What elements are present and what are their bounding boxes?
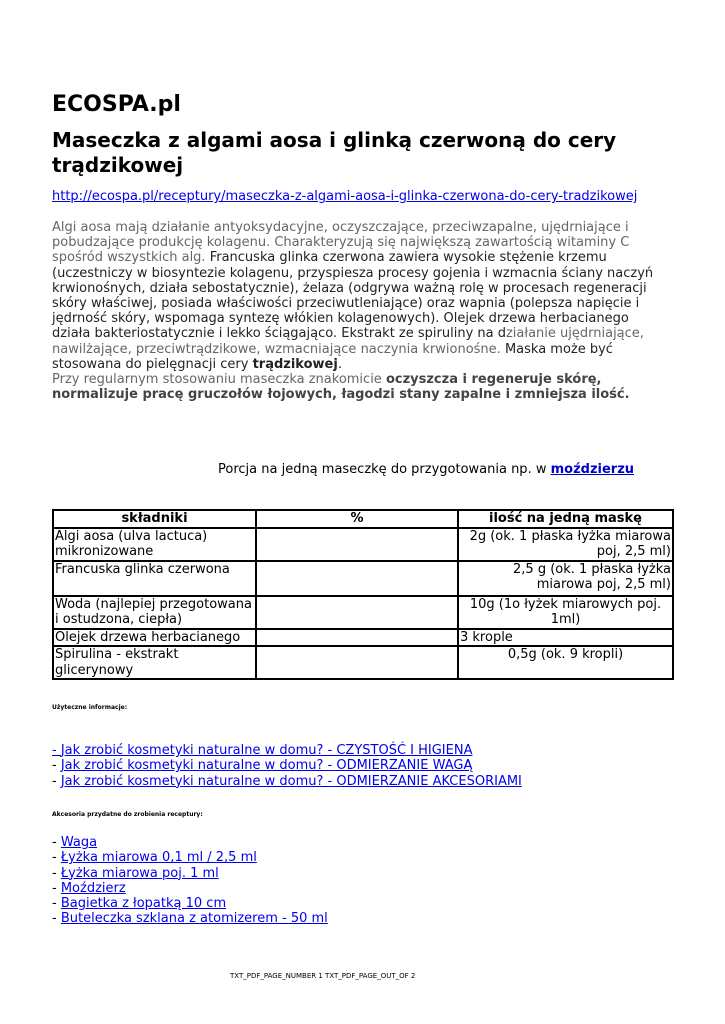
- accessory-link-spoon-0-1[interactable]: Łyżka miarowa 0,1 ml / 2,5 ml: [60, 850, 257, 866]
- page-footer: TXT_PDF_PAGE_NUMBER 1 TXT_PDF_PAGE_OUT_OF 2: [230, 972, 416, 980]
- table-row: [53, 646, 673, 679]
- intro-part-1: Algi aosa mają działanie antyoksydacyjne, oczyszczające, przeciwzapalne, ujędrniające i pobudzające produkcję kolagenu. Charakteryzują się największą zawartością witaminy C spośród wszystkich alg.: [52, 220, 630, 266]
- source-url-link[interactable]: http://ecospa.pl/receptury/maseczka-z-algami-aosa-i-glinka-czerwona-do-cery-tradzikowej: [52, 189, 638, 204]
- link-prefix: -: [52, 850, 61, 866]
- ingredient-percent: [256, 596, 458, 629]
- benefits-bold: oczyszcza i regeneruje skórę, normalizuje pracę gruczołów łojowych, łagodzi stany zapalne i zmniejsza ilość.: [52, 372, 630, 403]
- useful-link-accessories[interactable]: Jak zrobić kosmetyki naturalne w domu? - ODMIERZANIE AKCESORIAMI: [60, 773, 522, 789]
- header-amount: ilość na jedną maskę: [458, 510, 673, 528]
- table-row: [53, 596, 673, 629]
- table-row: [53, 629, 673, 647]
- header-percent: %: [256, 510, 458, 528]
- useful-link-hygiene[interactable]: [52, 743, 472, 758]
- useful-info-heading: Użyteczne informacje:: [52, 704, 128, 711]
- accessory-link-mortar[interactable]: Moździerz: [60, 880, 126, 896]
- accessory-link-stirrer[interactable]: Bagietka z łopatką 10 cm: [60, 896, 227, 912]
- site-title: ECOSPA.pl: [52, 92, 181, 117]
- table-row: [53, 528, 673, 561]
- ingredient-name: Algi aosa (ulva lactuca) mikronizowane: [53, 528, 256, 561]
- mortar-link[interactable]: moździerzu: [550, 462, 635, 477]
- benefits-lead: Przy regularnym stosowaniu maseczka znakomicie: [52, 372, 386, 387]
- link-prefix: -: [52, 896, 61, 912]
- accessory-link-spoon-1[interactable]: Łyżka miarowa poj. 1 ml: [60, 865, 219, 881]
- ingredient-amount: 2g (ok. 1 płaska łyżka miarowa poj, 2,5 ml): [458, 528, 673, 561]
- benefits-paragraph: [52, 372, 664, 402]
- list-item: [52, 850, 328, 865]
- portion-text: Porcja na jedną maseczkę do przygotowania np. w: [218, 462, 551, 477]
- useful-info-list: [52, 743, 522, 789]
- list-item: [52, 896, 328, 911]
- header-ingredients: składniki: [53, 510, 256, 528]
- recipe-title: Maseczka z algami aosa i glinką czerwoną do cery trądzikowej: [52, 128, 617, 177]
- ingredient-name: Olejek drzewa herbacianego: [53, 629, 256, 647]
- link-prefix: -: [52, 880, 61, 896]
- table-header-row: [53, 510, 673, 528]
- ingredient-amount: 0,5g (ok. 9 kropli): [458, 646, 673, 679]
- link-prefix: -: [52, 758, 61, 774]
- list-item: [52, 911, 328, 926]
- link-prefix: -: [52, 743, 61, 758]
- link-prefix: -: [52, 865, 61, 881]
- ingredient-name: Spirulina - ekstrakt glicerynowy: [53, 646, 256, 679]
- accessories-heading: Akcesoria przydatne do zrobienia receptury:: [52, 811, 203, 818]
- accessory-link-scale[interactable]: Waga: [60, 835, 98, 850]
- link-prefix: -: [52, 773, 61, 789]
- ingredient-percent: [256, 646, 458, 679]
- table-row: [53, 561, 673, 596]
- ingredient-amount: 2,5 g (ok. 1 płaska łyżka miarowa poj, 2,5 ml): [458, 561, 673, 596]
- intro-part-4: Maska może być stosowana do pielęgnacji cery: [52, 341, 613, 372]
- link-prefix: -: [52, 911, 61, 927]
- ingredients-table: [52, 509, 674, 680]
- ingredient-name: Woda (najlepiej przegotowana i ostudzona, ciepła): [53, 596, 256, 629]
- link-prefix: -: [52, 835, 61, 850]
- accessories-list: [52, 835, 328, 927]
- intro-part-4-end: .: [337, 356, 342, 372]
- ingredient-name: Francuska glinka czerwona: [53, 561, 256, 596]
- intro-paragraph: [52, 220, 664, 372]
- ingredient-percent: [256, 528, 458, 561]
- accessory-link-bottle[interactable]: Buteleczka szklana z atomizerem - 50 ml: [60, 911, 328, 927]
- list-item: [52, 774, 522, 789]
- portion-line: [218, 462, 634, 477]
- list-item: [52, 866, 328, 881]
- intro-part-3: ziałanie ujędrniające, nawilżające, przeciwtrądzikowe, wzmacniające naczynia krwionośne.: [52, 326, 644, 357]
- useful-link-scale[interactable]: Jak zrobić kosmetyki naturalne w domu? - ODMIERZANIE WAGĄ: [60, 758, 473, 774]
- ingredient-amount: 10g (1o łyżek miarowych poj. 1ml): [458, 596, 673, 629]
- ingredient-percent: [256, 629, 458, 647]
- list-item: [52, 881, 328, 896]
- ingredient-percent: [256, 561, 458, 596]
- list-item: [52, 743, 522, 758]
- link-label: Jak zrobić kosmetyki naturalne w domu? - CZYSTOŚĆ I HIGIENA: [60, 743, 473, 758]
- intro-part-4-bold: trądzikowej: [252, 356, 338, 372]
- intro-part-2: Francuska glinka czerwona zawiera wysokie stężenie krzemu (uczestniczy w biosyntezie kolagenu, przyspiesza procesy gojenia i wzmacnia ściany naczyń krwionośnych, działa sebostatycznie), żelaza (odgrywa ważną rolę w procesach regeneracji skóry właściwej, posiada właściwości przeciwutleniające) oraz wapnia (polepsza napięcie i jędrność skóry, wspomaga syntezę włókien kolagenowych). Olejek drzewa herbacianego działa bakteriostatycznie i lekko ściągająco. Ekstrakt ze spiruliny na d: [52, 250, 654, 342]
- list-item: [52, 835, 328, 850]
- list-item: [52, 758, 522, 773]
- ingredient-amount: 3 krople: [458, 629, 673, 647]
